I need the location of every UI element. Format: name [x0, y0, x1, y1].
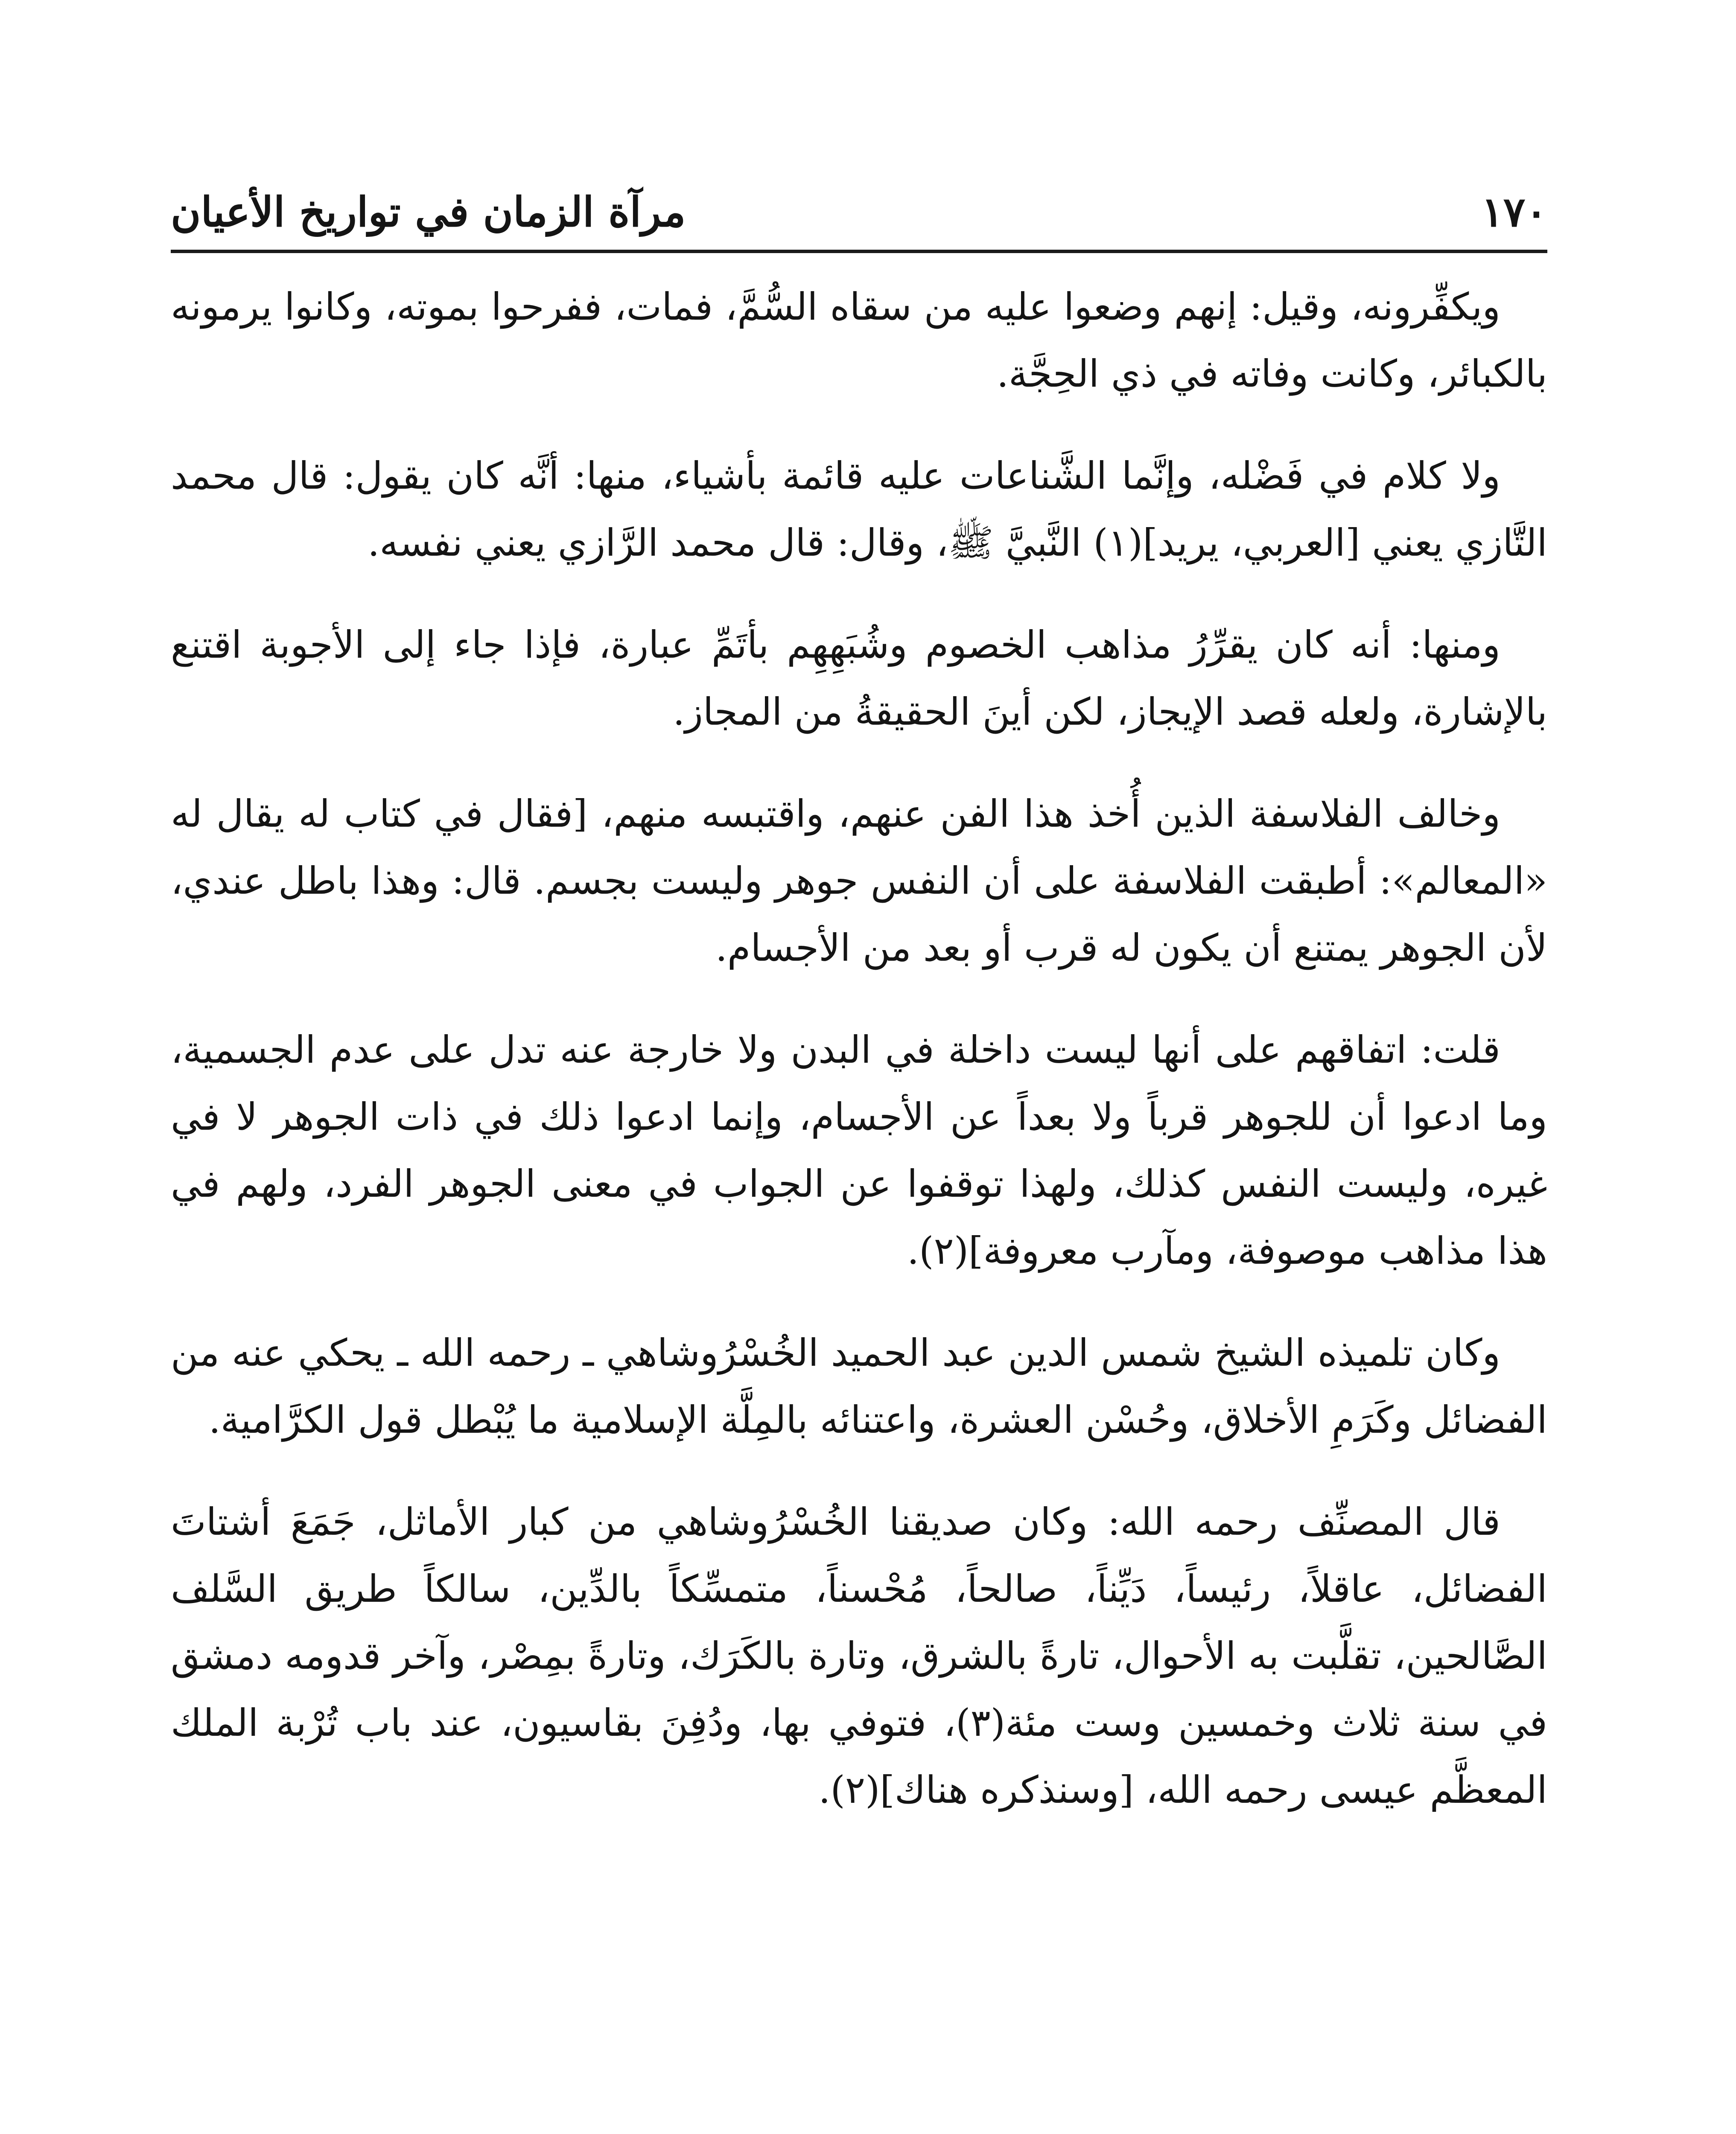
paragraph: وكان تلميذه الشيخ شمس الدين عبد الحميد الخُسْرُوشاهي ـ رحمه الله ـ يحكي عنه من الفضائل وكَرَمِ الأخلاق، وحُسْن العشرة، واعتنائه بالمِلَّة الإسلامية ما يُبْطل قول الكرَّامية. [171, 1331, 1547, 1442]
paragraph: قال المصنِّف رحمه الله: وكان صديقنا الخُسْرُوشاهي من كبار الأماثل، جَمَعَ أشتاتَ الفضائل، عاقلاً، رئيساً، دَيِّناً، صالحاً، مُحْسناً، متمسِّكاً بالدِّين، سالكاً طريق السَّلف الصَّالحين، تقلَّبت به الأحوال، تارةً بالشرق، وتارة بالكَرَك، وتارةً بمِصْر، وآخر قدومه دمشق في سنة ثلاث وخمسين وست مئة(٣)، فتوفي بها، ودُفِنَ بقاسيون، عند باب تُرْبة الملك المعظَّم عيسى رحمه الله، [وسنذكره هناك](٢). [171, 1500, 1548, 1812]
paragraph: ولا كلام في فَضْله، وإنَّما الشَّناعات عليه قائمة بأشياء، منها: أنَّه كان يقول: قال محمد التَّازي يعني [العربي، يريد](١) النَّبيَّ ﷺ، وقال: قال محمد الرَّازي يعني نفسه. [171, 454, 1547, 565]
paragraph: ومنها: أنه كان يقرِّرُ مذاهب الخصوم وشُبَهِهِم بأتَمِّ عبارة، فإذا جاء إلى الأجوبة اقتنع بالإشارة، ولعله قصد الإيجاز، لكن أينَ الحقيقةُ من المجاز. [171, 623, 1547, 734]
paragraph: قلت: اتفاقهم على أنها ليست داخلة في البدن ولا خارجة عنه تدل على عدم الجسمية، وما ادعوا أن للجوهر قرباً ولا بعداً عن الأجسام، وإنما ادعوا ذلك في ذات الجوهر لا في غيره، وليست النفس كذلك، ولهذا توقفوا عن الجواب في معنى الجوهر الفرد، ولهم في هذا مذاهب موصوفة، ومآرب معروفة](٢). [171, 1028, 1547, 1273]
main-text [171, 273, 1547, 1823]
paragraph: وخالف الفلاسفة الذين أُخذ هذا الفن عنهم، واقتبسه منهم، [فقال في كتاب له يقال له «المعالم»: أطبقت الفلاسفة على أن النفس جوهر وليست بجسم. قال: وهذا باطل عندي، لأن الجوهر يمتنع أن يكون له قرب أو بعد من الأجسام. [171, 792, 1547, 970]
page-number: ١٧٠ [1481, 188, 1547, 236]
running-title: مرآة الزمان في تواريخ الأعيان [171, 188, 686, 236]
page-header [171, 179, 1547, 252]
header-divider [171, 250, 1547, 253]
paragraph: ويكفِّرونه، وقيل: إنهم وضعوا عليه من سقاه السُّمَّ، فمات، ففرحوا بموته، وكانوا يرمونه بالكبائر، وكانت وفاته في ذي الحِجَّة. [171, 285, 1547, 396]
